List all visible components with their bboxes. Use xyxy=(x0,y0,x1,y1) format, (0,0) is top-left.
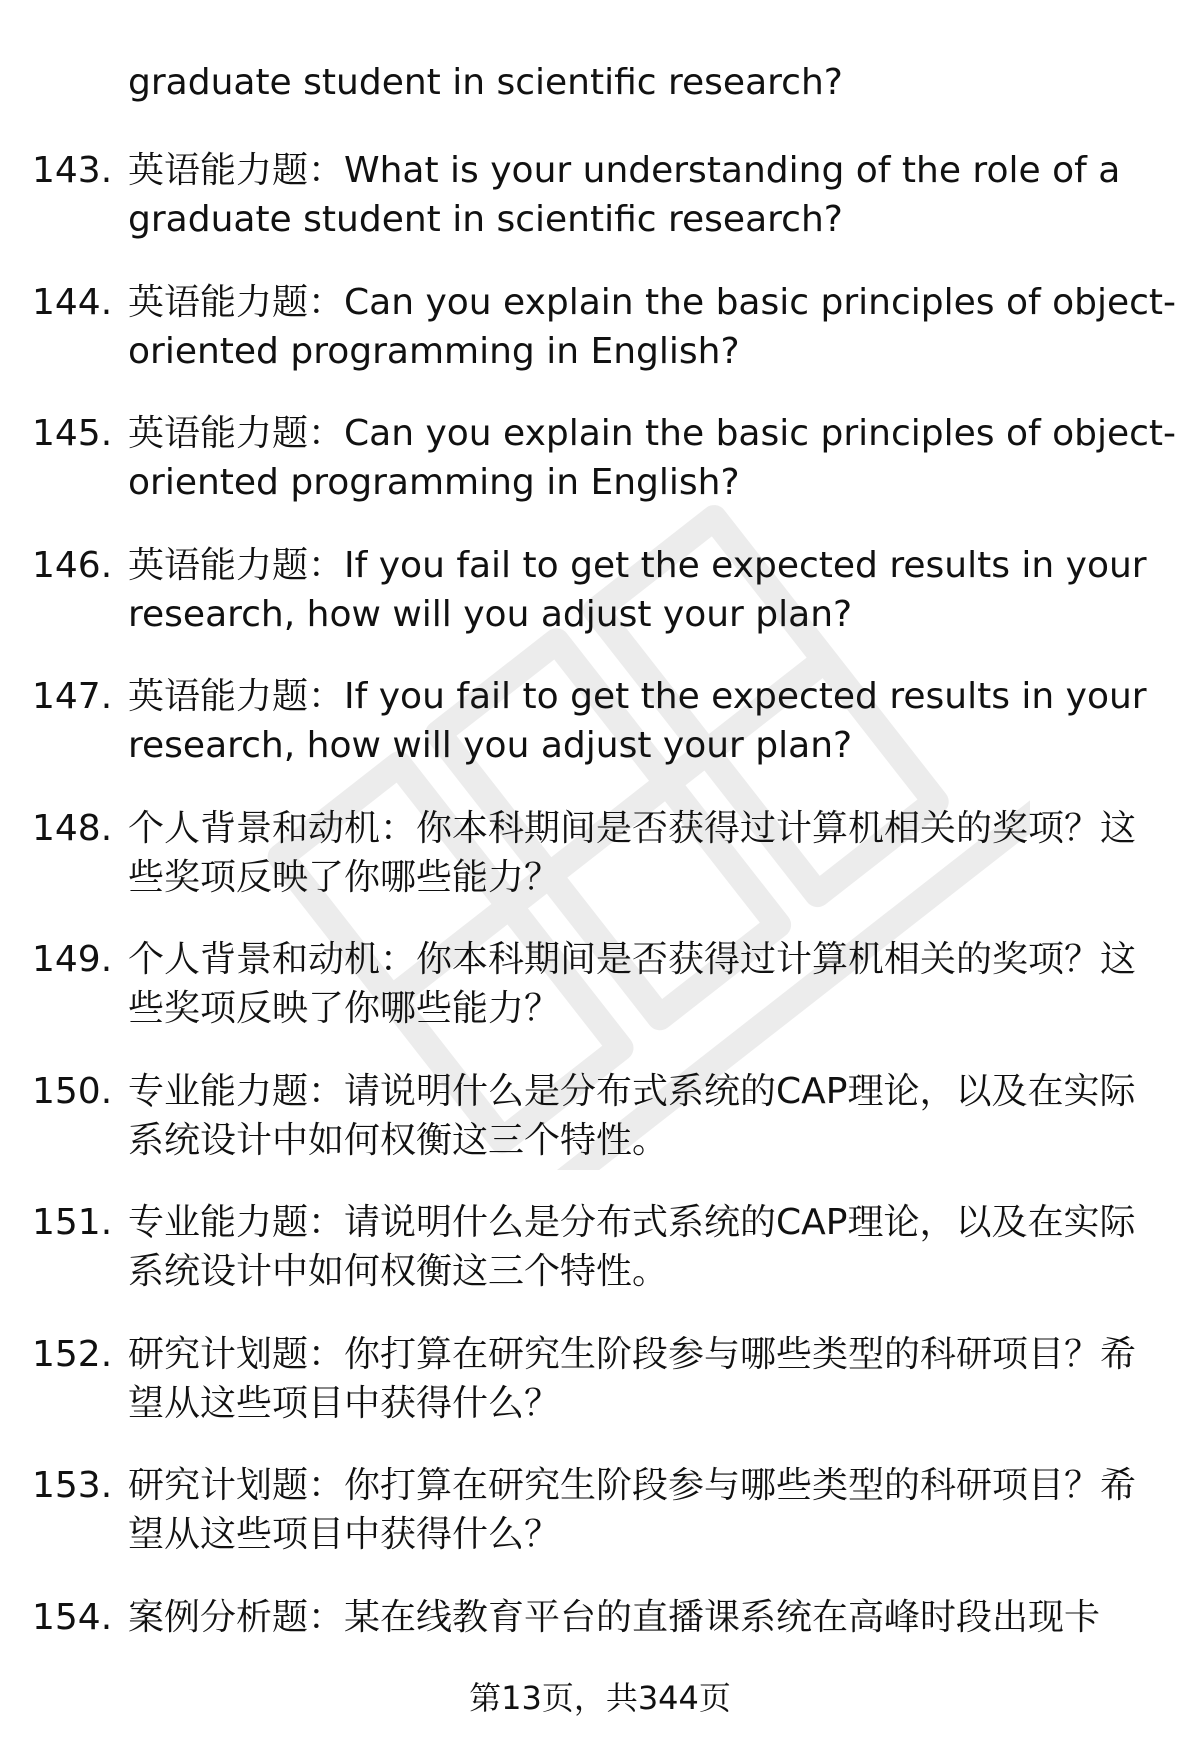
page-footer: 第13页，共344页 xyxy=(469,1679,731,1717)
question-text-line: 英语能力题：Can you explain the basic principles of object- xyxy=(128,413,1177,454)
question-text-line: 英语能力题：Can you explain the basic principles of object- xyxy=(128,282,1177,323)
question-text xyxy=(128,1330,1168,1428)
question-text-line: 系统设计中如何权衡这三个特性。 xyxy=(128,1120,669,1161)
question-text xyxy=(128,672,1168,770)
question-text-line: oriented programming in English? xyxy=(128,331,740,372)
question-text xyxy=(128,541,1168,639)
question-number: 150. xyxy=(32,1071,113,1112)
question-text-line: 个人背景和动机：你本科期间是否获得过计算机相关的奖项？这 xyxy=(128,939,1137,980)
question-number: 154. xyxy=(32,1597,113,1638)
question-text xyxy=(128,1067,1168,1165)
question-text-line: 研究计划题：你打算在研究生阶段参与哪些类型的科研项目？希 xyxy=(128,1465,1137,1506)
question-text-line: research, how will you adjust your plan? xyxy=(128,594,853,635)
question-number: 152. xyxy=(32,1334,113,1375)
question-number: 144. xyxy=(32,282,113,323)
question-number: 153. xyxy=(32,1465,113,1506)
continued-line: graduate student in scientific research? xyxy=(128,62,843,103)
question-text xyxy=(128,409,1177,507)
question-text xyxy=(128,278,1177,376)
question-text xyxy=(128,935,1168,1033)
question-number: 151. xyxy=(32,1202,113,1243)
question-text xyxy=(128,1198,1168,1296)
question-text-line: 些奖项反映了你哪些能力？ xyxy=(128,857,561,898)
question-text xyxy=(128,1461,1168,1559)
question-text-line: 系统设计中如何权衡这三个特性。 xyxy=(128,1251,669,1292)
question-text-line: research, how will you adjust your plan? xyxy=(128,725,853,766)
question-text-line: 研究计划题：你打算在研究生阶段参与哪些类型的科研项目？希 xyxy=(128,1334,1137,1375)
question-text xyxy=(128,146,1168,244)
question-text xyxy=(128,804,1168,902)
question-text-line: oriented programming in English? xyxy=(128,462,740,503)
question-text-line: 些奖项反映了你哪些能力？ xyxy=(128,988,561,1029)
question-text-line: 英语能力题：What is your understanding of the role of a xyxy=(128,150,1121,191)
question-text-line: 望从这些项目中获得什么？ xyxy=(128,1514,561,1555)
question-text-line: 专业能力题：请说明什么是分布式系统的CAP理论，以及在实际 xyxy=(128,1202,1136,1243)
question-number: 148. xyxy=(32,808,113,849)
question-number: 145. xyxy=(32,413,113,454)
question-text-line: 英语能力题：If you fail to get the expected results in your xyxy=(128,545,1147,586)
question-text-line: 专业能力题：请说明什么是分布式系统的CAP理论，以及在实际 xyxy=(128,1071,1136,1112)
question-text-line: graduate student in scientific research? xyxy=(128,199,843,240)
question-text-line: 望从这些项目中获得什么？ xyxy=(128,1383,561,1424)
question-number: 146. xyxy=(32,545,113,586)
question-text-line: 英语能力题：If you fail to get the expected results in your xyxy=(128,676,1147,717)
question-text-line: 个人背景和动机：你本科期间是否获得过计算机相关的奖项？这 xyxy=(128,808,1137,849)
question-number: 147. xyxy=(32,676,113,717)
question-text xyxy=(128,1593,1168,1642)
question-number: 149. xyxy=(32,939,113,980)
question-text-line: 案例分析题：某在线教育平台的直播课系统在高峰时段出现卡 xyxy=(128,1597,1101,1638)
question-number: 143. xyxy=(32,150,113,191)
